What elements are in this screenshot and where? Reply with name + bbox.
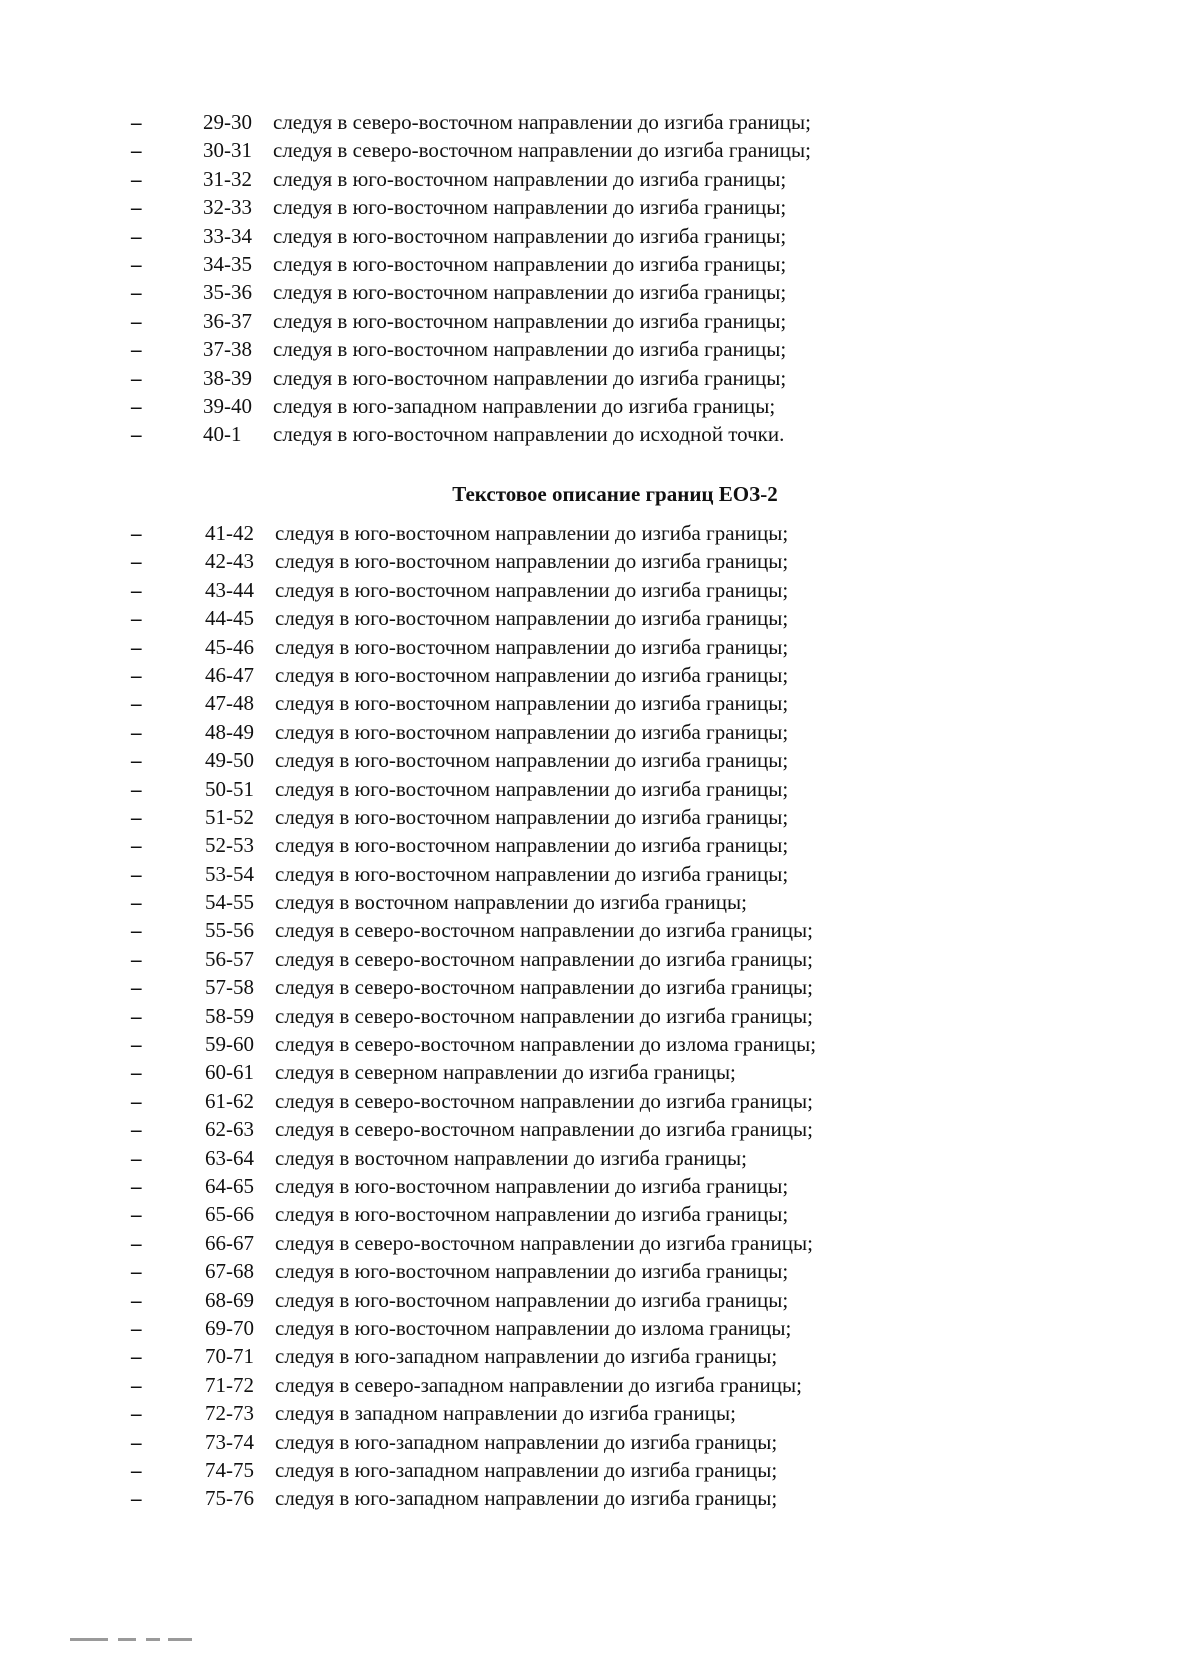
- list-dash: –: [131, 606, 142, 631]
- segment-code: 36-37: [203, 308, 252, 333]
- segment-code: 39-40: [203, 393, 252, 418]
- segment-code: 69-70: [205, 1315, 254, 1340]
- segment-description: следуя в западном направлении до изгиба границы;: [275, 1401, 736, 1426]
- segment-code: 71-72: [205, 1372, 254, 1397]
- list-item: [0, 604, 1200, 632]
- segment-code: 44-45: [205, 606, 254, 631]
- list-dash: –: [131, 337, 142, 362]
- segment-description: следуя в северо-западном направлении до изгиба границы;: [275, 1372, 802, 1397]
- list-dash: –: [131, 1173, 142, 1198]
- segment-description: следуя в юго-восточном направлении до изгиба границы;: [275, 577, 789, 602]
- list-item: [0, 392, 1200, 420]
- list-dash: –: [131, 975, 142, 1000]
- list-item: [0, 633, 1200, 661]
- segment-code: 63-64: [205, 1145, 254, 1170]
- segment-description: следуя в юго-западном направлении до изгиба границы;: [275, 1457, 778, 1482]
- segment-description: следуя в северо-восточном направлении до изгиба границы;: [275, 918, 813, 943]
- list-item: [0, 1484, 1200, 1512]
- list-dash: –: [131, 804, 142, 829]
- segment-code: 43-44: [205, 577, 254, 602]
- list-item: [0, 364, 1200, 392]
- segment-description: следуя в северо-восточном направлении до изгиба границы;: [273, 110, 811, 134]
- segment-description: следуя в юго-восточном направлении до изгиба границы;: [273, 251, 787, 276]
- segment-code: 29-30: [203, 110, 252, 134]
- segment-description: следуя в юго-восточном направлении до изгиба границы;: [275, 606, 789, 631]
- list-item: [0, 1371, 1200, 1399]
- list-item: [0, 718, 1200, 746]
- segment-code: 70-71: [205, 1344, 254, 1369]
- segment-code: 35-36: [203, 280, 252, 305]
- segment-description: следуя в юго-восточном направлении до излома границы;: [275, 1315, 792, 1340]
- list-item: [0, 576, 1200, 604]
- list-item: [0, 278, 1200, 306]
- segment-code: 56-57: [205, 946, 254, 971]
- segment-code: 45-46: [205, 634, 254, 659]
- list-item: [0, 1002, 1200, 1030]
- segment-description: следуя в юго-восточном направлении до изгиба границы;: [275, 1259, 789, 1284]
- list-dash: –: [131, 195, 142, 220]
- list-dash: –: [131, 1230, 142, 1255]
- list-item: [0, 1172, 1200, 1200]
- segment-description: следуя в юго-западном направлении до изгиба границы;: [273, 393, 776, 418]
- segment-description: следуя в юго-западном направлении до изгиба границы;: [275, 1486, 778, 1511]
- list-dash: –: [131, 393, 142, 418]
- list-dash: –: [131, 1088, 142, 1113]
- list-dash: –: [131, 223, 142, 248]
- list-item: [0, 1286, 1200, 1314]
- list-dash: –: [131, 166, 142, 191]
- segment-code: 75-76: [205, 1486, 254, 1511]
- list-dash: –: [131, 662, 142, 687]
- list-item: [0, 1257, 1200, 1285]
- segment-code: 49-50: [205, 748, 254, 773]
- segment-description: следуя в юго-восточном направлении до изгиба границы;: [275, 776, 789, 801]
- segment-description: следуя в юго-восточном направлении до изгиба границы;: [273, 223, 787, 248]
- segment-code: 73-74: [205, 1429, 254, 1454]
- list-dash: –: [131, 138, 142, 163]
- segment-description: следуя в северном направлении до изгиба границы;: [275, 1060, 736, 1085]
- list-item: [0, 307, 1200, 335]
- list-item: [0, 1144, 1200, 1172]
- segment-code: 40-1: [203, 422, 242, 447]
- segment-code: 72-73: [205, 1401, 254, 1426]
- segment-description: следуя в юго-восточном направлении до изгиба границы;: [275, 1287, 789, 1312]
- list-item: [0, 746, 1200, 774]
- list-item: [0, 1342, 1200, 1370]
- segment-description: следуя в юго-восточном направлении до изгиба границы;: [275, 833, 789, 858]
- list-item: [0, 1087, 1200, 1115]
- list-dash: –: [131, 1429, 142, 1454]
- segment-description: следуя в юго-восточном направлении до изгиба границы;: [275, 1202, 789, 1227]
- list-dash: –: [131, 918, 142, 943]
- list-dash: –: [131, 1145, 142, 1170]
- segment-description: следуя в юго-восточном направлении до изгиба границы;: [273, 308, 787, 333]
- segment-description: следуя в юго-восточном направлении до изгиба границы;: [275, 662, 789, 687]
- segment-description: следуя в юго-восточном направлении до изгиба границы;: [275, 748, 789, 773]
- segment-description: следуя в юго-восточном направлении до изгиба границы;: [275, 691, 789, 716]
- segment-description: следуя в северо-восточном направлении до изгиба границы;: [275, 1230, 813, 1255]
- segment-code: 32-33: [203, 195, 252, 220]
- list-item: [0, 689, 1200, 717]
- segment-description: следуя в северо-восточном направлении до излома границы;: [275, 1032, 817, 1057]
- list-dash: –: [131, 280, 142, 305]
- list-dash: –: [131, 1315, 142, 1340]
- boundary-list-section-1: [0, 108, 1200, 449]
- segment-description: следуя в юго-восточном направлении до изгиба границы;: [275, 719, 789, 744]
- segment-description: следуя в северо-восточном направлении до изгиба границы;: [275, 1117, 813, 1142]
- segment-description: следуя в юго-западном направлении до изгиба границы;: [275, 1429, 778, 1454]
- segment-description: следуя в северо-восточном направлении до изгиба границы;: [273, 138, 811, 163]
- segment-description: следуя в восточном направлении до изгиба границы;: [275, 1145, 747, 1170]
- list-dash: –: [131, 1372, 142, 1397]
- segment-code: 46-47: [205, 662, 254, 687]
- list-item: [0, 165, 1200, 193]
- list-dash: –: [131, 521, 142, 545]
- list-dash: –: [131, 1401, 142, 1426]
- list-dash: –: [131, 946, 142, 971]
- segment-description: следуя в юго-восточном направлении до изгиба границы;: [275, 861, 789, 886]
- list-dash: –: [131, 1457, 142, 1482]
- list-item: [0, 547, 1200, 575]
- list-item: [0, 250, 1200, 278]
- list-item: [0, 136, 1200, 164]
- list-dash: –: [131, 422, 142, 447]
- list-item: [0, 973, 1200, 1001]
- segment-code: 54-55: [205, 890, 254, 915]
- list-item: [0, 860, 1200, 888]
- segment-description: следуя в восточном направлении до изгиба границы;: [275, 890, 747, 915]
- segment-code: 59-60: [205, 1032, 254, 1057]
- list-item: [0, 193, 1200, 221]
- segment-description: следуя в юго-восточном направлении до изгиба границы;: [275, 634, 789, 659]
- list-dash: –: [131, 691, 142, 716]
- section-heading: Текстовое описание границ ЕОЗ-2: [452, 482, 778, 506]
- list-item: [0, 335, 1200, 363]
- segment-code: 61-62: [205, 1088, 254, 1113]
- segment-code: 67-68: [205, 1259, 254, 1284]
- list-item: [0, 1399, 1200, 1427]
- segment-code: 66-67: [205, 1230, 254, 1255]
- list-dash: –: [131, 1032, 142, 1057]
- segment-code: 62-63: [205, 1117, 254, 1142]
- list-dash: –: [131, 634, 142, 659]
- segment-description: следуя в юго-восточном направлении до изгиба границы;: [275, 804, 789, 829]
- list-item: [0, 1200, 1200, 1228]
- segment-description: следуя в юго-восточном направлении до исходной точки.: [273, 422, 785, 447]
- list-item: [0, 831, 1200, 859]
- list-item: [0, 1456, 1200, 1484]
- list-dash: –: [131, 719, 142, 744]
- segment-code: 48-49: [205, 719, 254, 744]
- segment-description: следуя в северо-восточном направлении до изгиба границы;: [275, 975, 813, 1000]
- segment-code: 58-59: [205, 1003, 254, 1028]
- segment-code: 38-39: [203, 365, 252, 390]
- segment-description: следуя в юго-западном направлении до изгиба границы;: [275, 1344, 778, 1369]
- list-item: [0, 1428, 1200, 1456]
- list-dash: –: [131, 1003, 142, 1028]
- segment-code: 74-75: [205, 1457, 254, 1482]
- segment-description: следуя в юго-восточном направлении до изгиба границы;: [273, 280, 787, 305]
- segment-description: следуя в северо-восточном направлении до изгиба границы;: [275, 1003, 813, 1028]
- scan-artifact: [70, 1638, 200, 1646]
- segment-code: 33-34: [203, 223, 252, 248]
- list-dash: –: [131, 549, 142, 574]
- list-dash: –: [131, 577, 142, 602]
- list-item: [0, 108, 1200, 136]
- list-dash: –: [131, 890, 142, 915]
- list-item: [0, 1115, 1200, 1143]
- segment-code: 55-56: [205, 918, 254, 943]
- list-item: [0, 945, 1200, 973]
- segment-code: 31-32: [203, 166, 252, 191]
- list-item: [0, 1030, 1200, 1058]
- segment-code: 42-43: [205, 549, 254, 574]
- list-dash: –: [131, 1060, 142, 1085]
- list-dash: –: [131, 110, 142, 134]
- list-dash: –: [131, 1287, 142, 1312]
- segment-code: 41-42: [205, 521, 254, 545]
- segment-code: 37-38: [203, 337, 252, 362]
- segment-code: 50-51: [205, 776, 254, 801]
- list-item: [0, 803, 1200, 831]
- segment-description: следуя в юго-восточном направлении до изгиба границы;: [273, 195, 787, 220]
- segment-code: 53-54: [205, 861, 254, 886]
- list-dash: –: [131, 1117, 142, 1142]
- segment-description: следуя в северо-восточном направлении до изгиба границы;: [275, 946, 813, 971]
- list-item: [0, 775, 1200, 803]
- segment-code: 47-48: [205, 691, 254, 716]
- list-item: [0, 661, 1200, 689]
- boundary-list-section-2: [0, 519, 1200, 1513]
- list-dash: –: [131, 776, 142, 801]
- segment-code: 60-61: [205, 1060, 254, 1085]
- segment-description: следуя в юго-восточном направлении до изгиба границы;: [275, 549, 789, 574]
- segment-code: 64-65: [205, 1173, 254, 1198]
- segment-code: 30-31: [203, 138, 252, 163]
- list-dash: –: [131, 1486, 142, 1511]
- list-dash: –: [131, 308, 142, 333]
- list-item: [0, 1229, 1200, 1257]
- segment-description: следуя в северо-восточном направлении до изгиба границы;: [275, 1088, 813, 1113]
- list-dash: –: [131, 251, 142, 276]
- segment-code: 68-69: [205, 1287, 254, 1312]
- segment-code: 51-52: [205, 804, 254, 829]
- list-dash: –: [131, 748, 142, 773]
- list-dash: –: [131, 1344, 142, 1369]
- segment-description: следуя в юго-восточном направлении до изгиба границы;: [275, 1173, 789, 1198]
- list-dash: –: [131, 861, 142, 886]
- list-item: [0, 222, 1200, 250]
- segment-code: 65-66: [205, 1202, 254, 1227]
- segment-code: 57-58: [205, 975, 254, 1000]
- list-dash: –: [131, 365, 142, 390]
- list-dash: –: [131, 1202, 142, 1227]
- list-item: [0, 1314, 1200, 1342]
- segment-description: следуя в юго-восточном направлении до изгиба границы;: [273, 365, 787, 390]
- list-item: [0, 888, 1200, 916]
- segment-code: 34-35: [203, 251, 252, 276]
- list-item: [0, 519, 1200, 547]
- segment-description: следуя в юго-восточном направлении до изгиба границы;: [275, 521, 789, 545]
- segment-description: следуя в юго-восточном направлении до изгиба границы;: [273, 337, 787, 362]
- segment-description: следуя в юго-восточном направлении до изгиба границы;: [273, 166, 787, 191]
- list-item: [0, 916, 1200, 944]
- segment-code: 52-53: [205, 833, 254, 858]
- list-item: [0, 1058, 1200, 1086]
- list-dash: –: [131, 833, 142, 858]
- list-dash: –: [131, 1259, 142, 1284]
- list-item: [0, 420, 1200, 448]
